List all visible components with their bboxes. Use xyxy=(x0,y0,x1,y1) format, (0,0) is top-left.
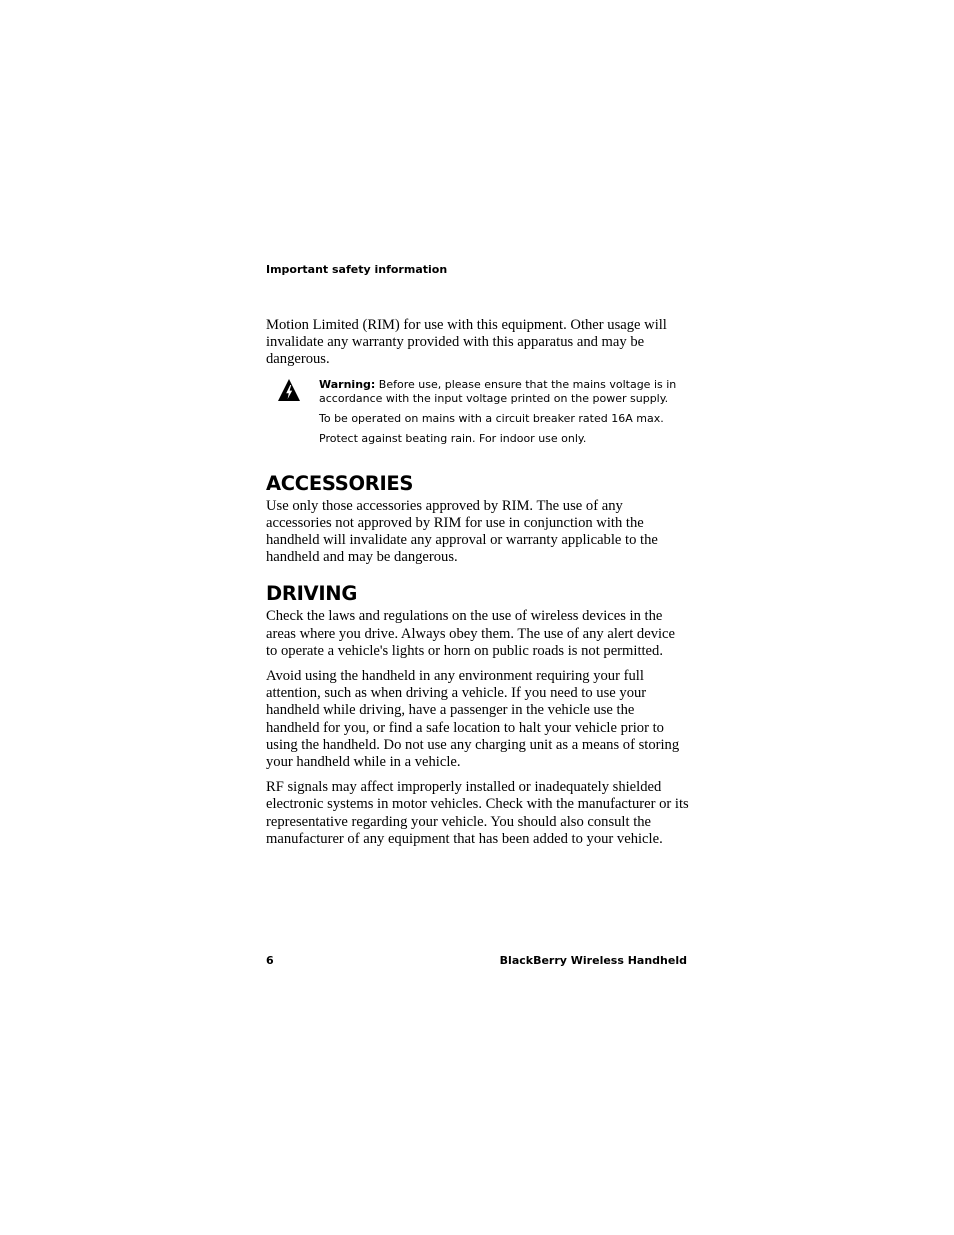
accessories-paragraph: Use only those accessories approved by RIM. The use of any accessories not approved by RIM for use in conjunction with the handheld will invalidate any approval or warranty applicable to the handheld and may be dangerous. xyxy=(266,497,658,566)
accessories-heading: ACCESSORIES xyxy=(266,471,414,495)
indoor-use-note: Protect against beating rain. For indoor use only. xyxy=(319,431,587,445)
driving-paragraph-1: Check the laws and regulations on the use of wireless devices in the areas where you drive. Always obey them. The use of any alert device to operate a vehicle's lights or horn on public roads is not permitted. xyxy=(266,608,676,659)
page-number: 6 xyxy=(266,954,274,967)
circuit-breaker-note: To be operated on mains with a circuit breaker rated 16A max. xyxy=(319,411,664,425)
page-content xyxy=(266,317,689,856)
warning-notice xyxy=(266,378,689,450)
footer-book-title: BlackBerry Wireless Handheld xyxy=(499,954,687,967)
running-header: Important safety information xyxy=(266,263,448,276)
warning-text-body: Before use, please ensure that the mains voltage is in accordance with the input voltage printed on the power supply. xyxy=(319,377,677,405)
driving-paragraph-3: RF signals may affect improperly installed or inadequately shielded electronic systems in motor vehicles. Check with the manufacturer or its representative regarding your vehicle. You should also consult the manufacturer of any equipment that has been added to your vehicle. xyxy=(266,779,689,847)
driving-heading: DRIVING xyxy=(266,582,358,606)
intro-paragraph: Motion Limited (RIM) for use with this equipment. Other usage will invalidate any warranty provided with this apparatus and may be dangerous. xyxy=(266,317,667,368)
warning-text xyxy=(319,378,689,406)
warning-label: Warning: xyxy=(319,377,376,391)
warning-triangle-lightning-icon xyxy=(277,378,301,402)
driving-paragraph-2: Avoid using the handheld in any environment requiring your full attention, such as when driving a vehicle. If you need to use your handheld while driving, have a passenger in the vehicle use the handheld for you, or find a safe location to halt your vehicle prior to using the handheld. Do not use any charging unit as a means of storing your handheld while in a vehicle. xyxy=(266,668,680,771)
